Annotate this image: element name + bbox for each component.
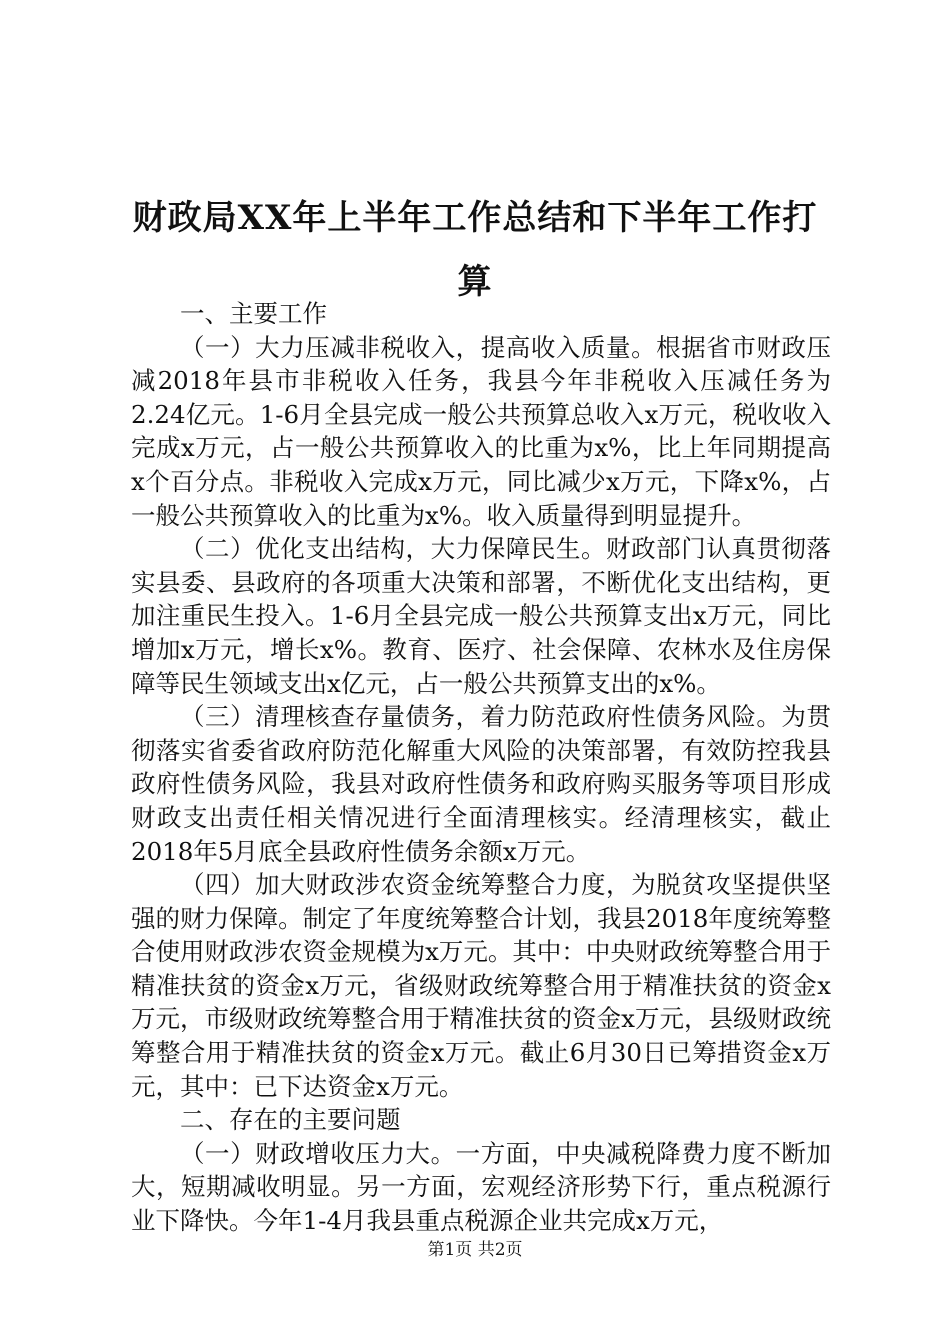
document-body [131, 297, 831, 1238]
paragraph: （一）财政增收压力大。一方面，中央减税降费力度不断加大，短期减收明显。另一方面，宏观经济形势下行，重点税源行业下降快。今年1-4月我县重点税源企业共完成x万元， [131, 1138, 831, 1236]
page-footer: 第1页 共2页 [427, 1240, 523, 1260]
paragraph: （三）清理核查存量债务，着力防范政府性债务风险。为贯彻落实省委省政府防范化解重大风险的决策部署，有效防控我县政府性债务风险，我县对政府性债务和政府购买服务等项目形成财政支出责任相关情况进行全面清理核实。经清理核实，截止2018年5月底全县政府性债务余额x万元。 [131, 702, 831, 866]
document-title: 财政局XX年上半年工作总结和下半年工作打算 [132, 198, 818, 302]
section-heading: 二、存在的主要问题 [180, 1105, 401, 1135]
paragraph: （四）加大财政涉农资金统筹整合力度，为脱贫攻坚提供坚强的财力保障。制定了年度统筹整合计划，我县2018年度统筹整合使用财政涉农资金规模为x万元。其中：中央财政统筹整合用于精准扶贫的资金x万元，省级财政统筹整合用于精准扶贫的资金x万元，市级财政统筹整合用于精准扶贫的资金x万元，县级财政统筹整合用于精准扶贫的资金x万元。截止6月30日已筹措资金x万元，其中：已下达资金x万元。 [131, 870, 831, 1101]
paragraph: （一）大力压减非税收入，提高收入质量。根据省市财政压减2018年县市非税收入任务，我县今年非税收入压减任务为2.24亿元。1-6月全县完成一般公共预算总收入x万元，税收收入完成x万元，占一般公共预算收入的比重为x%，比上年同期提高x个百分点。非税收入完成x万元，同比减少x万元，下降x%，占一般公共预算收入的比重为x%。收入质量得到明显提升。 [131, 332, 831, 530]
section-heading: 一、主要工作 [180, 299, 327, 328]
paragraph: （二）优化支出结构，大力保障民生。财政部门认真贯彻落实县委、县政府的各项重大决策和部署，不断优化支出结构，更加注重民生投入。1-6月全县完成一般公共预算支出x万元，同比增加x万元，增长x%。教育、医疗、社会保障、农林水及住房保障等民生领域支出x亿元，占一般公共预算支出的x%。 [131, 534, 831, 698]
